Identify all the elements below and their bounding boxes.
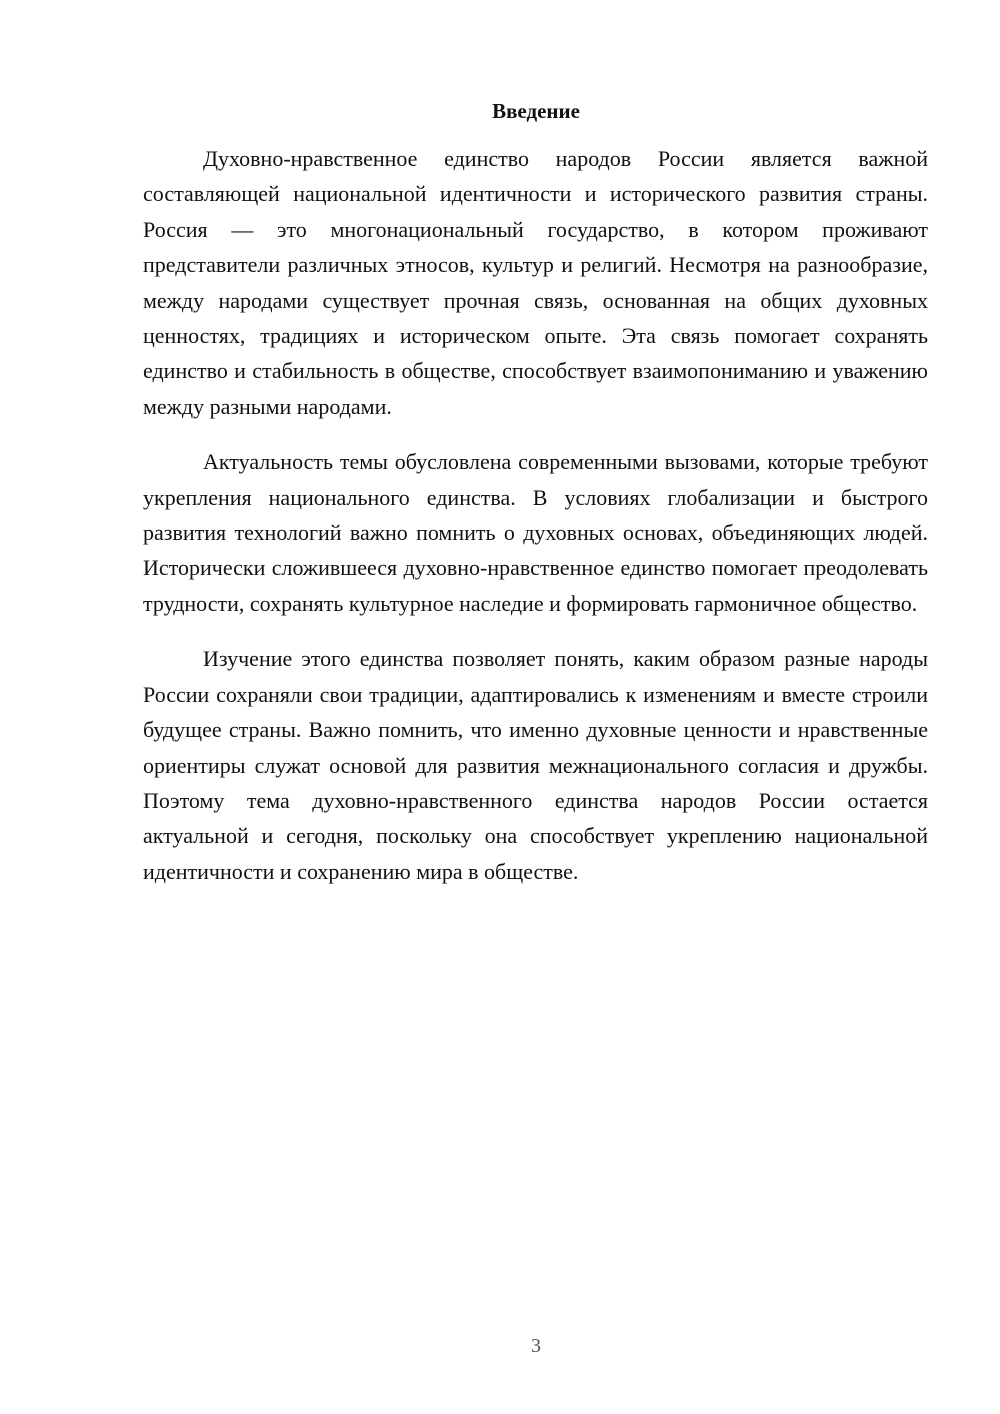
paragraph-2: Актуальность темы обусловлена современными вызовами, которые требуют укрепления национального единства. В условиях глобализации и быстрого развития технологий важно помнить о духовных основах, объединяющих людей. Исторически сложившееся духовно-нравственное единство помогает преодолевать трудности, сохранять культурное наследие и формировать гармоничное общество. [143,449,928,616]
body-text [143,141,928,909]
paragraph-1: Духовно-нравственное единство народов России является важной составляющей национальной идентичности и исторического развития страны. Россия — это многонациональный государство, в котором проживают представители различных этносов, культур и религий. Несмотря на разнообразие, между народами существует прочная связь, основанная на общих духовных ценностях, традициях и историческом опыте. Эта связь помогает сохранять единство и стабильность в обществе, способствует взаимопониманию и уважению между разными народами. [143,146,928,419]
section-title: Введение [492,99,580,123]
paragraph-3: Изучение этого единства позволяет понять, каким образом разные народы России сохраняли свои традиции, адаптировались к изменениям и вместе строили будущее страны. Важно помнить, что именно духовные ценности и нравственные ориентиры служат основой для развития межнационального согласия и дружбы. Поэтому тема духовно-нравственного единства народов России остается актуальной и сегодня, поскольку она способствует укреплению национальной идентичности и сохранению мира в обществе. [143,646,928,884]
page-number: 3 [531,1335,541,1357]
